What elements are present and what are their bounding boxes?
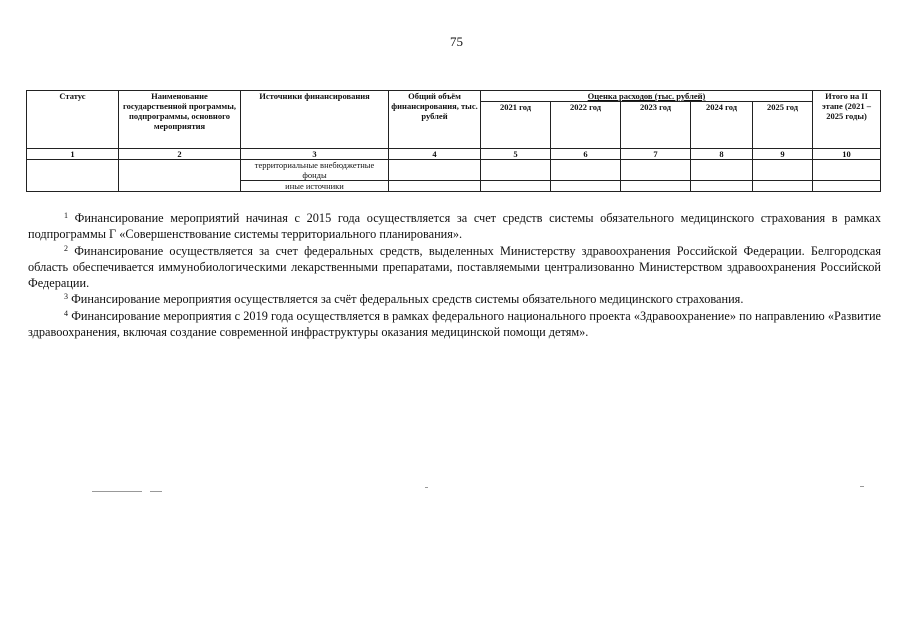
value-cell bbox=[621, 160, 691, 181]
header-estimate: Оценка расходов (тыс. рублей) bbox=[481, 91, 813, 102]
footnote bbox=[28, 243, 881, 292]
header-total-stage: Итого на II этапе (2021 – 2025 годы) bbox=[813, 91, 881, 149]
column-number: 7 bbox=[621, 149, 691, 160]
footnote-mark: 2 bbox=[64, 243, 68, 253]
column-number: 1 bbox=[27, 149, 119, 160]
header-total-volume: Общий объём финансирования, тыс. рублей bbox=[389, 91, 481, 149]
footnote-text: Финансирование мероприятий начиная с 2015 года осуществляется за счет средств системы обязательного медицинского страхования в рамках подпрограммы Г «Совершенствование системы территориального планирования». bbox=[28, 211, 881, 242]
value-cell bbox=[691, 160, 753, 181]
footnotes bbox=[28, 210, 881, 340]
column-number: 2 bbox=[119, 149, 241, 160]
value-cell bbox=[389, 181, 481, 192]
scan-speck bbox=[425, 487, 428, 488]
value-cell bbox=[481, 160, 551, 181]
source-cell: иные источники bbox=[241, 181, 389, 192]
footnote-text: Финансирование мероприятия осуществляется за счёт федеральных средств системы обязательного медицинского страхования. bbox=[71, 292, 744, 307]
column-number: 3 bbox=[241, 149, 389, 160]
page-number: 75 bbox=[450, 34, 463, 49]
header-year: 2024 год bbox=[691, 102, 753, 149]
footnote-text: Финансирование мероприятия с 2019 года осуществляется в рамках федерального национального проекта «Здравоохранение» по направлению «Развитие здравоохранения, включая создание современной инфраструктуры оказания медицинской помощи детям». bbox=[28, 308, 881, 340]
header-status: Статус bbox=[27, 91, 119, 149]
scan-speck bbox=[92, 491, 142, 492]
footnote bbox=[28, 291, 881, 307]
footnote bbox=[28, 210, 881, 243]
value-cell bbox=[753, 160, 813, 181]
header-year: 2025 год bbox=[753, 102, 813, 149]
status-cell bbox=[27, 160, 119, 192]
header-year: 2022 год bbox=[551, 102, 621, 149]
value-cell bbox=[621, 181, 691, 192]
scan-speck bbox=[150, 491, 162, 492]
footnote-mark: 4 bbox=[64, 308, 68, 318]
column-number: 5 bbox=[481, 149, 551, 160]
header-name: Наименование государственной программы, подпрограммы, основного мероприятия bbox=[119, 91, 241, 149]
scan-speck bbox=[860, 486, 864, 487]
table-row bbox=[27, 160, 881, 181]
value-cell bbox=[753, 181, 813, 192]
column-number: 4 bbox=[389, 149, 481, 160]
value-cell bbox=[551, 181, 621, 192]
header-sources: Источники финансирования bbox=[241, 91, 389, 149]
name-cell bbox=[119, 160, 241, 192]
footnote bbox=[28, 308, 881, 341]
column-number: 6 bbox=[551, 149, 621, 160]
financing-table bbox=[26, 90, 881, 192]
footnote-text: Финансирование осуществляется за счет федеральных средств, выделенных Министерству здравоохранения Российской Федерации. Белгородская область обеспечивается иммунобиологическими лекарственными препаратами, поставляемыми централизованно Министерством здравоохранения Российской Федерации. bbox=[28, 243, 881, 291]
footnote-mark: 3 bbox=[64, 292, 68, 302]
header-year: 2023 год bbox=[621, 102, 691, 149]
value-cell bbox=[551, 160, 621, 181]
column-number: 8 bbox=[691, 149, 753, 160]
value-cell bbox=[481, 181, 551, 192]
value-cell bbox=[813, 181, 881, 192]
value-cell bbox=[389, 160, 481, 181]
column-number: 10 bbox=[813, 149, 881, 160]
value-cell bbox=[691, 181, 753, 192]
footnote-mark: 1 bbox=[64, 211, 68, 220]
header-year: 2021 год bbox=[481, 102, 551, 149]
column-number: 9 bbox=[753, 149, 813, 160]
value-cell bbox=[813, 160, 881, 181]
source-cell: территориальные внебюджетные фонды bbox=[241, 160, 389, 181]
